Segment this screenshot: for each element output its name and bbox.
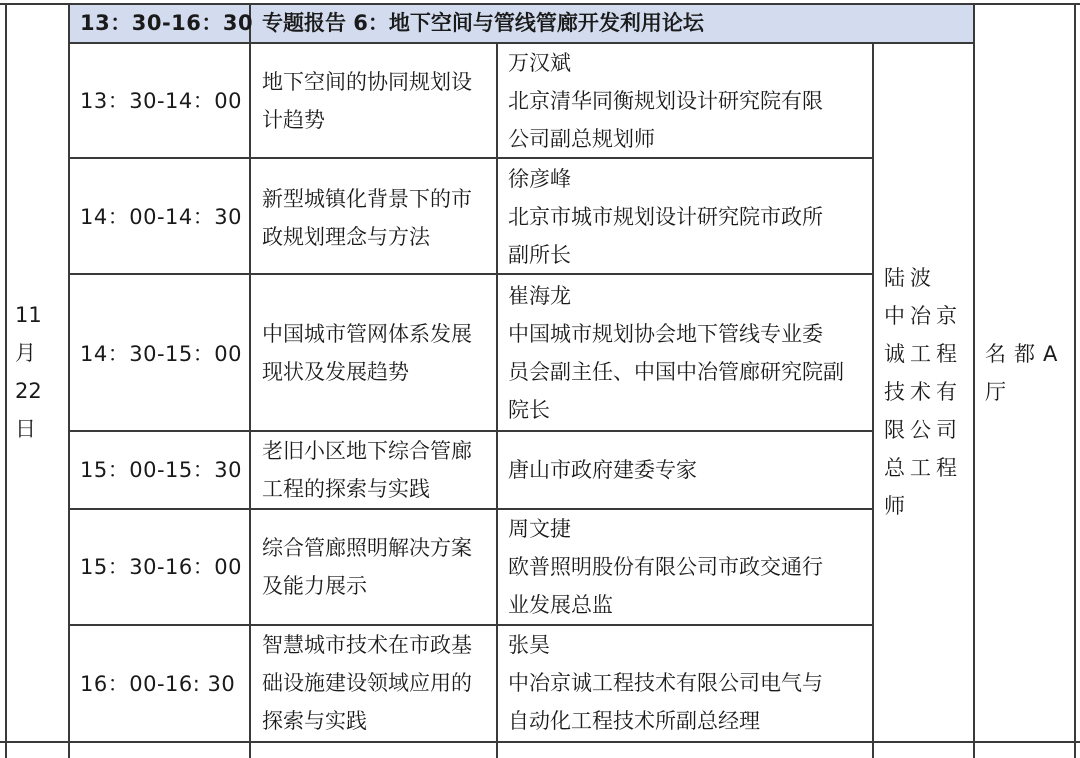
- row-speaker: [508, 44, 823, 158]
- row-topic: [262, 180, 472, 256]
- speaker-title-line: 公司副总规划师: [508, 127, 655, 151]
- host-title-line: 诚工程: [884, 342, 962, 366]
- speaker-title-line: 自动化工程技术所副总经理: [508, 709, 760, 733]
- topic-line: 础设施建设领域应用的: [262, 671, 472, 695]
- row-topic: [262, 626, 472, 740]
- speaker-title-line: 业发展总监: [508, 593, 613, 617]
- grid-line: [872, 42, 874, 758]
- topic-line: 探索与实践: [262, 709, 367, 733]
- date-day-num: 22: [15, 379, 42, 403]
- row-time: 15：30-16：00: [80, 555, 242, 579]
- speaker-title-line: 副所长: [508, 243, 571, 267]
- speaker-name: 周文捷: [508, 517, 571, 541]
- topic-line: 综合管廊照明解决方案: [262, 536, 472, 560]
- venue-line: 名都A: [985, 342, 1066, 366]
- row-speaker: [508, 626, 823, 740]
- topic-line: 新型城镇化背景下的市: [262, 187, 472, 211]
- speaker-title-line: 唐山市政府建委专家: [508, 458, 697, 482]
- row-topic: [262, 315, 472, 391]
- host-title-line: 中冶京: [884, 304, 962, 328]
- grid-line: [249, 3, 251, 758]
- speaker-title-line: 欧普照明股份有限公司市政交通行: [508, 555, 823, 579]
- topic-line: 现状及发展趋势: [262, 360, 409, 384]
- venue-cell: [985, 335, 1073, 411]
- date-day: 11: [15, 303, 42, 327]
- speaker-title-line: 北京清华同衡规划设计研究院有限: [508, 89, 823, 113]
- speaker-title-line: 中国城市规划协会地下管线专业委: [508, 322, 823, 346]
- topic-line: 中国城市管网体系发展: [262, 322, 472, 346]
- speaker-title-line: 中冶京诚工程技术有限公司电气与: [508, 671, 823, 695]
- row-speaker: [508, 510, 823, 624]
- speaker-name: 张昊: [508, 633, 550, 657]
- host-cell: [884, 259, 970, 525]
- row-speaker: [508, 277, 844, 429]
- row-speaker: [508, 451, 697, 489]
- grid-line: [0, 741, 1080, 743]
- speaker-name: 徐彦峰: [508, 167, 571, 191]
- date-month-char: 月: [15, 341, 36, 365]
- speaker-name: 崔海龙: [508, 284, 571, 308]
- host-title-line: 限公司: [884, 418, 962, 442]
- topic-line: 计趋势: [262, 108, 325, 132]
- row-time: 14：00-14：30: [80, 205, 242, 229]
- header-time: 13：30-16：30: [80, 11, 254, 35]
- speaker-name: 万汉斌: [508, 51, 571, 75]
- grid-line: [1074, 3, 1076, 758]
- speaker-title-line: 北京市城市规划设计研究院市政所: [508, 205, 823, 229]
- header-title: 专题报告 6：地下空间与管线管廊开发利用论坛: [262, 11, 704, 35]
- grid-line: [496, 42, 498, 758]
- grid-line: [973, 3, 975, 758]
- row-time: 14：30-15：00: [80, 342, 242, 366]
- topic-line: 老旧小区地下综合管廊: [262, 439, 472, 463]
- topic-line: 政规划理念与方法: [262, 225, 430, 249]
- row-time: 15：00-15：30: [80, 458, 242, 482]
- row-topic: [262, 432, 472, 508]
- row-topic: [262, 529, 472, 605]
- venue-line: 厅: [985, 380, 1014, 404]
- speaker-title-line: 院长: [508, 398, 550, 422]
- host-name: 陆波: [884, 266, 936, 290]
- date-day-char: 日: [15, 417, 36, 441]
- row-speaker: [508, 160, 823, 274]
- row-time: 16：00-16: 30: [80, 672, 236, 696]
- topic-line: 地下空间的协同规划设: [262, 70, 472, 94]
- row-time: 13：30-14：00: [80, 89, 242, 113]
- date-cell: [7, 296, 68, 448]
- host-title-line: 总工程: [884, 456, 962, 480]
- topic-line: 及能力展示: [262, 574, 367, 598]
- host-title-line: 技术有: [884, 380, 962, 404]
- topic-line: 智慧城市技术在市政基: [262, 633, 472, 657]
- speaker-title-line: 员会副主任、中国中冶管廊研究院副: [508, 360, 844, 384]
- row-topic: [262, 63, 472, 139]
- topic-line: 工程的探索与实践: [262, 477, 430, 501]
- host-title-line: 师: [884, 494, 910, 518]
- grid-line: [68, 3, 70, 758]
